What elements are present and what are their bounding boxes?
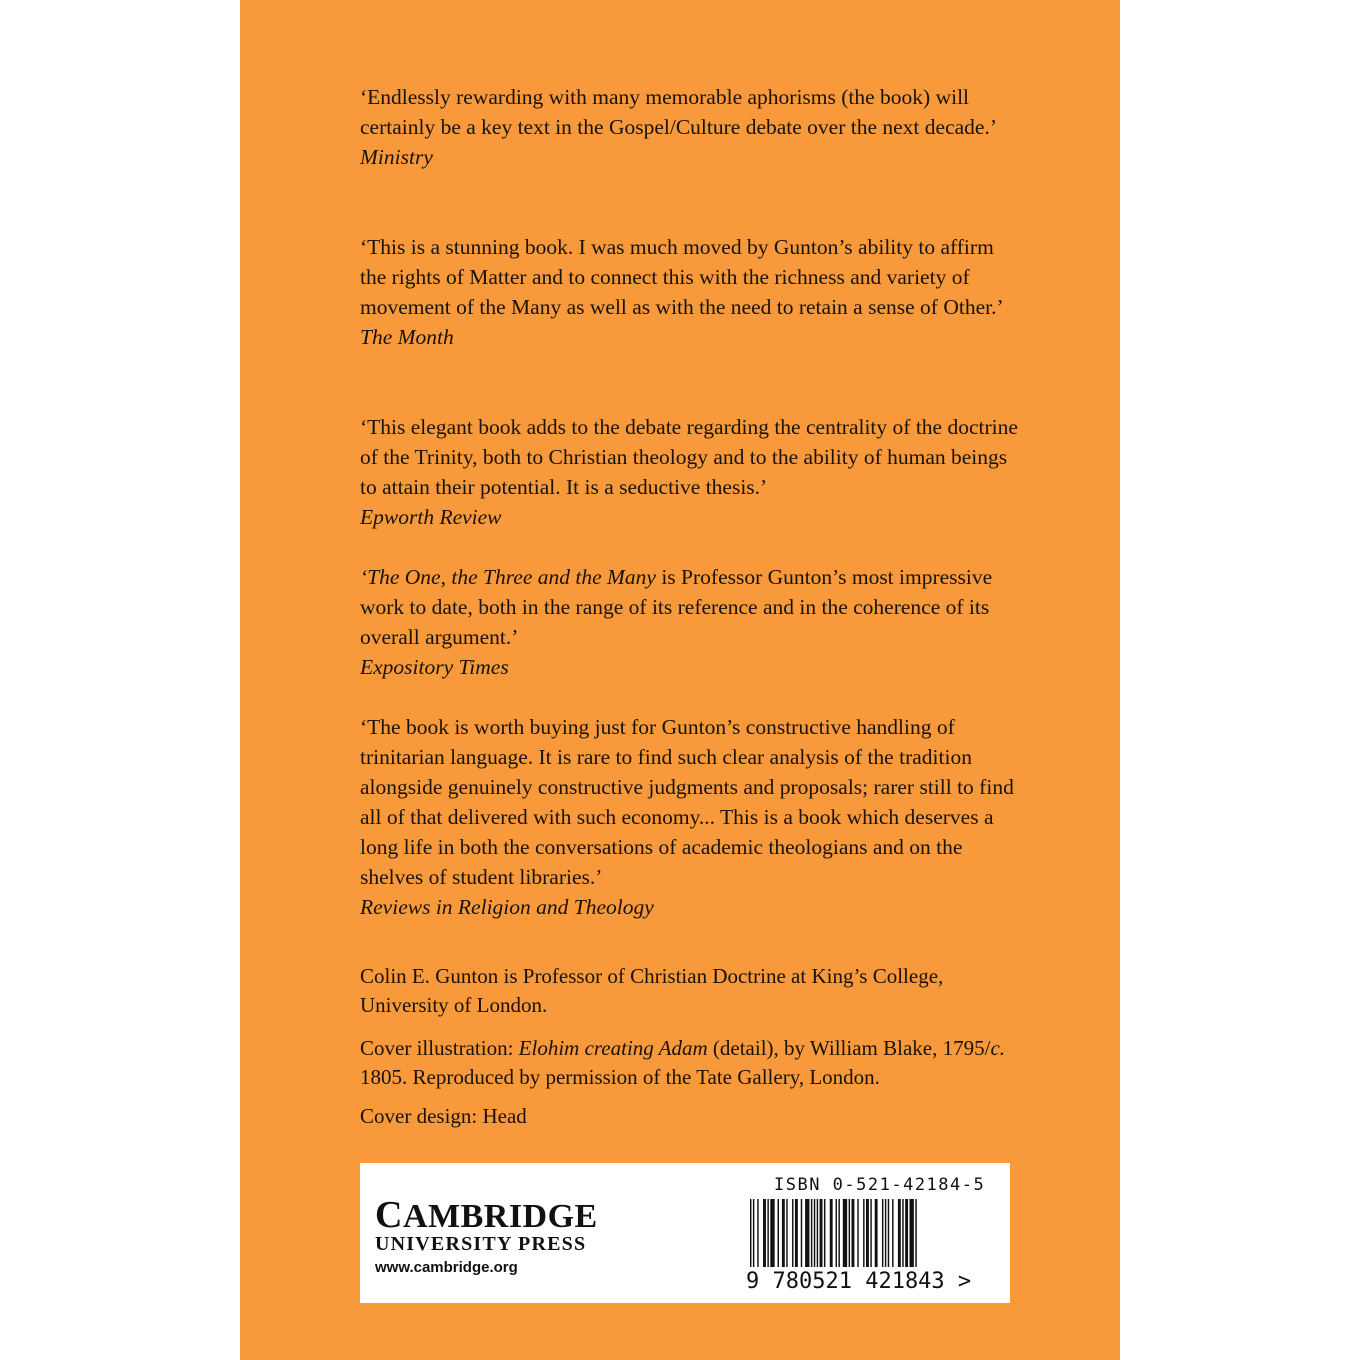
barcode-bar bbox=[875, 1199, 878, 1267]
isbn-label: ISBN 0-521-42184-5 bbox=[774, 1175, 986, 1195]
review-quote-ministry bbox=[360, 82, 1020, 172]
barcode-bar bbox=[870, 1199, 871, 1267]
back-cover bbox=[240, 0, 1120, 1360]
quote-body: is Professor Gunton’s most impressive work to date, both in the range of its reference and in the coherence of its overall argument.’ bbox=[360, 565, 993, 649]
credit-prefix: Cover illustration: bbox=[360, 1036, 519, 1060]
barcode-bar bbox=[836, 1199, 837, 1267]
barcode-bar bbox=[824, 1199, 825, 1267]
barcode-bar bbox=[814, 1199, 815, 1267]
barcode-bar bbox=[857, 1199, 858, 1267]
credit-suffix: 1805. Reproduced by permission of the Tate Gallery, London. bbox=[360, 1065, 880, 1089]
quote-source: The Month bbox=[360, 325, 454, 349]
book-title: ‘The One, the Three and the Many bbox=[360, 565, 656, 589]
barcode-bar bbox=[898, 1199, 901, 1267]
barcode-bar bbox=[885, 1199, 886, 1267]
review-quote-reviews-in-religion bbox=[360, 712, 1020, 922]
barcode-bar bbox=[882, 1199, 883, 1267]
barcode-bar bbox=[786, 1199, 787, 1267]
credit-middle: (detail), by William Blake, 1795/ bbox=[707, 1036, 991, 1060]
barcode-bar bbox=[811, 1199, 812, 1267]
barcode-bar bbox=[753, 1199, 754, 1267]
circa-abbrev: c. bbox=[990, 1036, 1006, 1060]
barcode-bar bbox=[902, 1199, 903, 1267]
quote-text: ‘The book is worth buying just for Gunton’s constructive handling of trinitarian language. It is rare to find such clear analysis of the tradition alongside genuinely constructive judgments and proposals; rarer still to find all of that delivered with such economy... This is a book which deserves a long life in both the conversations of academic theologians and on the shelves of student libraries.’ bbox=[360, 715, 1014, 889]
barcode-bar bbox=[770, 1199, 774, 1267]
barcode-bar bbox=[778, 1199, 779, 1267]
barcode-bar bbox=[805, 1199, 809, 1267]
publisher-logo bbox=[375, 1193, 598, 1237]
barcode-bar bbox=[763, 1199, 766, 1267]
barcode-bar bbox=[866, 1199, 869, 1267]
cover-illustration-credit bbox=[360, 1034, 1020, 1092]
publisher-url: www.cambridge.org bbox=[375, 1259, 518, 1276]
barcode-bar bbox=[820, 1199, 823, 1267]
barcode-bar bbox=[750, 1199, 751, 1267]
review-quote-expository-times bbox=[360, 562, 1020, 682]
publisher-barcode-panel bbox=[360, 1163, 1010, 1303]
quote-source: Ministry bbox=[360, 145, 433, 169]
barcode-bar bbox=[830, 1199, 833, 1267]
barcode-bar bbox=[792, 1199, 793, 1267]
quote-text: ‘This elegant book adds to the debate regarding the centrality of the doctrine of the Trinity, both to Christian theology and to the ability of human beings to attain their potential. It is a seductive thesis.’ bbox=[360, 415, 1018, 499]
review-quote-the-month bbox=[360, 232, 1020, 352]
quote-text: ‘This is a stunning book. I was much moved by Gunton’s ability to affirm the rights of Matter and to connect this with the richness and variety of movement of the Many as well as with the need to retain a sense of Other.’ bbox=[360, 235, 1004, 319]
barcode-bar bbox=[767, 1199, 768, 1267]
author-bio: Colin E. Gunton is Professor of Christian Doctrine at King’s College, University of London. bbox=[360, 964, 944, 1017]
barcode-bar bbox=[838, 1199, 839, 1267]
barcode-bar bbox=[910, 1199, 914, 1267]
quote-source: Expository Times bbox=[360, 655, 509, 679]
quote-text bbox=[360, 562, 1020, 652]
barcode-bar bbox=[795, 1199, 798, 1267]
quote-source: Epworth Review bbox=[360, 505, 502, 529]
review-quote-epworth bbox=[360, 412, 1020, 532]
logo-name: AMBRIDGE bbox=[402, 1198, 598, 1235]
quote-source: Reviews in Religion and Theology bbox=[360, 895, 654, 919]
barcode-bar bbox=[782, 1199, 785, 1267]
barcode-bar bbox=[849, 1199, 850, 1267]
barcode-bar bbox=[801, 1199, 802, 1267]
quote-text: ‘Endlessly rewarding with many memorable aphorisms (the book) will certainly be a key text in the Gospel/Culture debate over the next decade.’ bbox=[360, 85, 997, 139]
artwork-title: Elohim creating Adam bbox=[518, 1036, 708, 1060]
barcode-bar bbox=[852, 1199, 855, 1267]
barcode-bar bbox=[888, 1199, 889, 1267]
barcode-bar bbox=[863, 1199, 864, 1267]
ean-digits: 9 780521 421843 > bbox=[746, 1269, 972, 1294]
barcode-bar bbox=[892, 1199, 893, 1267]
cover-design-credit: Cover design: Head bbox=[360, 1104, 527, 1128]
barcode-bar bbox=[757, 1199, 758, 1267]
publisher-subname: UNIVERSITY PRESS bbox=[375, 1233, 587, 1255]
barcode-bar bbox=[817, 1199, 818, 1267]
barcode-bar bbox=[915, 1199, 916, 1267]
barcode bbox=[748, 1199, 974, 1271]
logo-initial: C bbox=[375, 1194, 403, 1236]
barcode-bar bbox=[905, 1199, 908, 1267]
barcode-bar bbox=[843, 1199, 847, 1267]
